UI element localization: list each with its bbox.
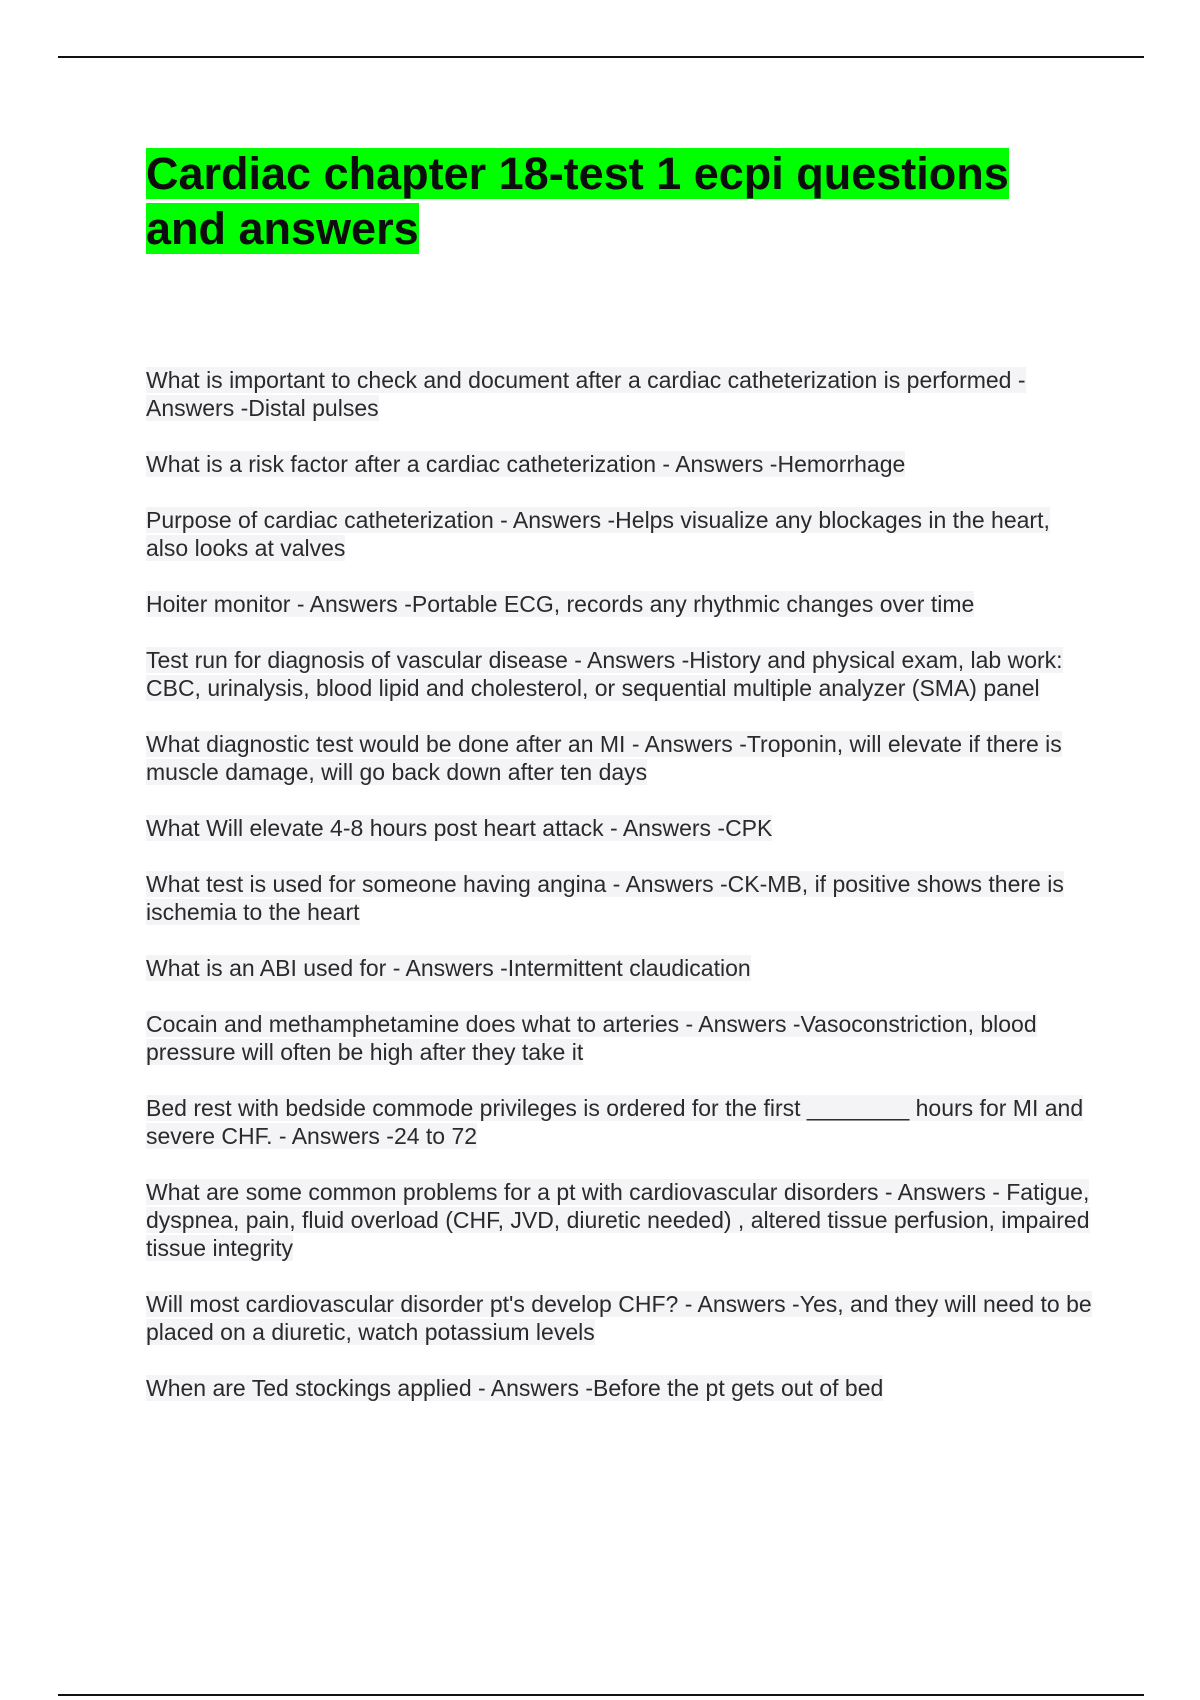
qa-text: What test is used for someone having angina - Answers -CK-MB, if positive shows there is ischemia to the heart xyxy=(146,871,1064,925)
qa-text: What are some common problems for a pt with cardiovascular disorders - Answers - Fatigue, dyspnea, pain, fluid overload (CHF, JVD, diuretic needed) , altered tissue perfusion, impaired tissue integrity xyxy=(146,1179,1090,1261)
qa-text: Hoiter monitor - Answers -Portable ECG, records any rhythmic changes over time xyxy=(146,591,975,617)
document-title-text: Cardiac chapter 18-test 1 ecpi questions and answers xyxy=(146,148,1009,254)
qa-item xyxy=(146,1178,1096,1262)
qa-item xyxy=(146,450,1096,478)
bottom-divider xyxy=(58,1694,1144,1696)
qa-text: What is important to check and document after a cardiac catheterization is performed - Answers -Distal pulses xyxy=(146,367,1026,421)
top-divider xyxy=(58,56,1144,58)
qa-item xyxy=(146,730,1096,786)
qa-item xyxy=(146,506,1096,562)
qa-item xyxy=(146,1010,1096,1066)
qa-item xyxy=(146,814,1096,842)
document-title xyxy=(146,146,1096,256)
qa-item xyxy=(146,366,1096,422)
qa-item xyxy=(146,590,1096,618)
qa-text: When are Ted stockings applied - Answers -Before the pt gets out of bed xyxy=(146,1375,884,1401)
qa-item xyxy=(146,870,1096,926)
qa-item xyxy=(146,954,1096,982)
qa-text: What is an ABI used for - Answers -Intermittent claudication xyxy=(146,955,751,981)
qa-text: What is a risk factor after a cardiac catheterization - Answers -Hemorrhage xyxy=(146,451,906,477)
qa-item xyxy=(146,1094,1096,1150)
qa-text: Bed rest with bedside commode privileges is ordered for the first ________ hours for MI and severe CHF. - Answers -24 to 72 xyxy=(146,1095,1084,1149)
qa-text: Will most cardiovascular disorder pt's develop CHF? - Answers -Yes, and they will need to be placed on a diuretic, watch potassium levels xyxy=(146,1291,1092,1345)
qa-text: Test run for diagnosis of vascular disease - Answers -History and physical exam, lab work: CBC, urinalysis, blood lipid and cholesterol, or sequential multiple analyzer (SMA) panel xyxy=(146,647,1063,701)
qa-text: Purpose of cardiac catheterization - Answers -Helps visualize any blockages in the heart, also looks at valves xyxy=(146,507,1050,561)
qa-item xyxy=(146,646,1096,702)
qa-text: Cocain and methamphetamine does what to arteries - Answers -Vasoconstriction, blood pressure will often be high after they take it xyxy=(146,1011,1037,1065)
qa-list xyxy=(146,366,1096,1402)
qa-item xyxy=(146,1290,1096,1346)
qa-text: What Will elevate 4-8 hours post heart attack - Answers -CPK xyxy=(146,815,773,841)
qa-item xyxy=(146,1374,1096,1402)
document-body xyxy=(146,146,1096,1430)
qa-text: What diagnostic test would be done after an MI - Answers -Troponin, will elevate if there is muscle damage, will go back down after ten days xyxy=(146,731,1062,785)
